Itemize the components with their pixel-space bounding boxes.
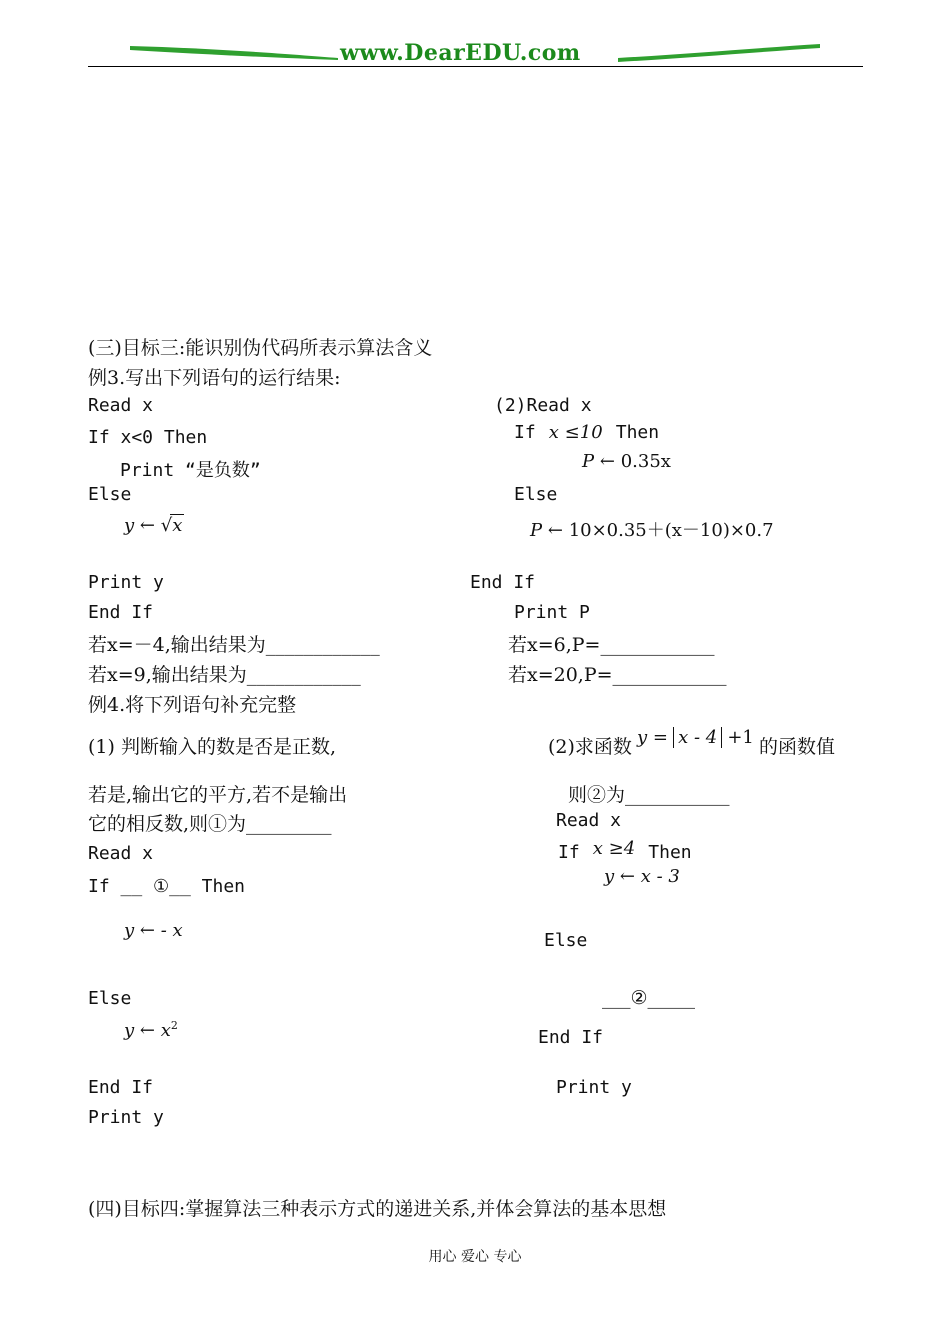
ex3-left-print-neg: Print “是负数”: [120, 460, 261, 481]
ex4-left-assign1: y ← - x: [124, 920, 183, 941]
ex4-left-endif: End If: [88, 1077, 154, 1098]
ex3-right-assign2: P ← 10×0.35＋(x－10)×0.7: [530, 520, 774, 541]
sqrt-icon: √: [160, 515, 173, 536]
ex4-right-read: Read x: [556, 810, 622, 831]
ex4-right-endif: End If: [538, 1027, 604, 1048]
section3-title: (三)目标三:能识别伪代码所表示算法含义: [88, 337, 433, 359]
ex3-left-question1: 若x=－4,输出结果为____________: [88, 634, 380, 656]
ex4-left-desc2: 若是,输出它的平方,若不是输出: [88, 784, 348, 806]
ex3-left-assign: y ← √x: [124, 515, 183, 536]
ex3-right-print: Print P: [514, 602, 590, 623]
ex4-left-desc1: (1) 判断输入的数是否是正数,: [88, 736, 336, 758]
ex3-left-print: Print y: [88, 572, 164, 593]
ex4-right-desc1: (2)求函数 y = x - 4 +1 的函数值: [548, 727, 835, 758]
ex3-right-endif: End If: [470, 572, 536, 593]
ex4-right-assign: y ← x - 3: [604, 866, 680, 887]
ex4-right-blank: ___②_____: [602, 987, 696, 1009]
ex4-right-if: If x ≥4 Then: [558, 838, 692, 863]
logo-text: www.DearEDU.com: [340, 40, 581, 66]
ex3-right-read: (2)Read x: [494, 395, 592, 416]
ex4-right-desc2: 则②为___________: [568, 784, 730, 806]
example4-title: 例4.将下列语句补充完整: [88, 694, 297, 716]
ex3-left-else: Else: [88, 484, 132, 505]
ex3-right-question2: 若x=20,P=____________: [508, 664, 727, 686]
ex3-left-question2: 若x=9,输出结果为____________: [88, 664, 361, 686]
section4-title: (四)目标四:掌握算法三种表示方式的递进关系,并体会算法的基本思想: [88, 1198, 667, 1220]
header-divider: [88, 66, 863, 67]
example3-title: 例3.写出下列语句的运行结果:: [88, 367, 341, 389]
ex4-left-if: If __ ①__ Then: [88, 876, 246, 897]
ex4-right-print: Print y: [556, 1077, 632, 1098]
ex4-left-else: Else: [88, 988, 132, 1009]
ex3-left-read: Read x: [88, 395, 154, 416]
ex4-left-assign2: y ← $x^2$: [124, 1019, 178, 1041]
ex3-left-if: If x<0 Then: [88, 427, 208, 448]
ex3-right-else: Else: [514, 484, 558, 505]
ex4-right-else: Else: [544, 930, 588, 951]
ex4-left-read: Read x: [88, 843, 154, 864]
page-footer: 用心 爱心 专心: [428, 1249, 522, 1265]
ex3-right-assign1: P ← 0.35x: [582, 451, 671, 472]
ex4-left-print: Print y: [88, 1107, 164, 1128]
ex3-right-question1: 若x=6,P=____________: [508, 634, 715, 656]
ex4-left-desc3: 它的相反数,则①为_________: [88, 813, 332, 835]
ex3-left-endif: End If: [88, 602, 154, 623]
ex3-right-if: If x ≤10 Then: [514, 422, 660, 443]
